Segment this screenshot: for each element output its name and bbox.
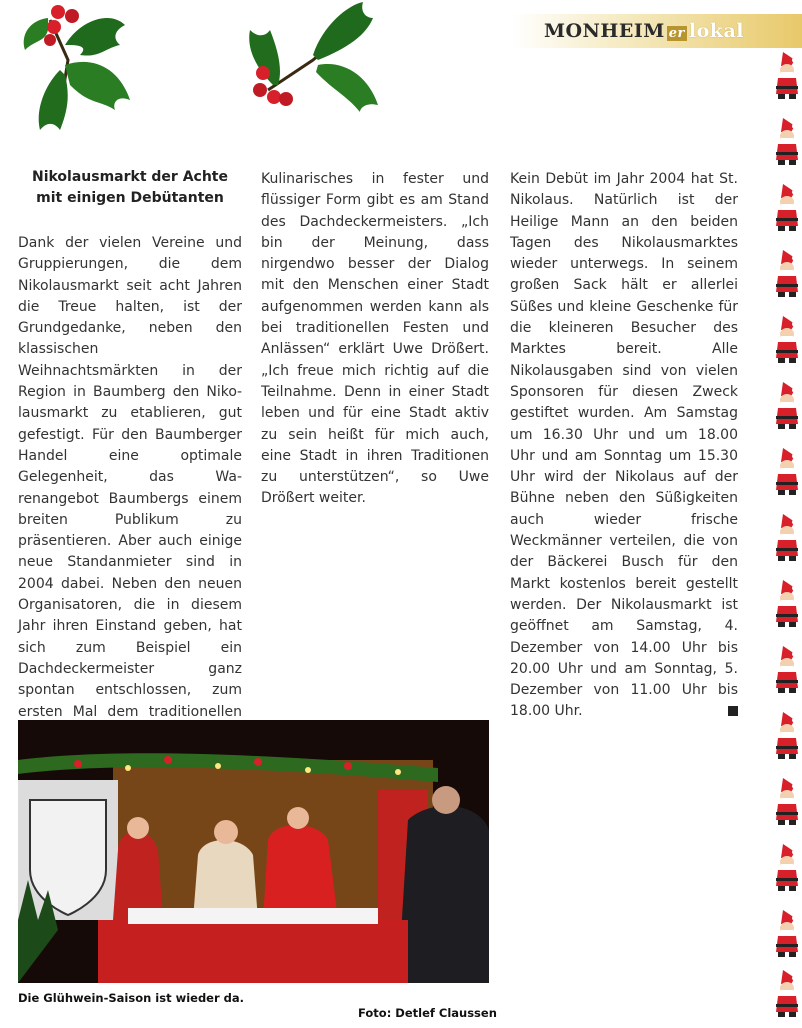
- title-line-1: Nikolausmarkt der Achte: [31, 169, 228, 185]
- magazine-brand: [544, 20, 744, 42]
- paragraph-1: Dank der vielen Vereine und Gruppierungen, die dem Nikolausmarkt seit acht Jahren die Treue halten, ist der Grundgedanke, neben den klassischen Weihnachtsmärkten in der Region in Baumberg den Nikolausmarkt zu etablieren, gut gefestigt. Für den Baumberger Handel eine optimale Gelegenheit, das Warenangebot Baumbergs einem breiten Publikum zu präsentieren. Aber auch einige neue Standanmieter sind in 2004 dabei. Neben den neuen Organisatoren, die in diesem Jahr ihren Einstand geben, hat sich zum Beispiel ein Dachdeckermeister ganz spontan entschlossen, zum ersten Mal dem traditionellen: [18, 235, 242, 720]
- brand-lokal: lokal: [688, 20, 744, 42]
- market-stall-photo: [18, 720, 489, 983]
- article-title: [18, 167, 242, 210]
- photo-caption: Die Glühwein-Saison ist wieder da.: [18, 991, 245, 1005]
- santa-figures-icon: [770, 50, 802, 1024]
- column-1: [18, 233, 242, 744]
- holly-right-icon: [238, 0, 388, 115]
- column-3: [510, 169, 738, 723]
- brand-er: er: [668, 26, 685, 41]
- end-mark-icon: [728, 706, 738, 716]
- holly-left-icon: [20, 0, 135, 140]
- photo-scene-icon: [18, 720, 489, 983]
- ghost-background-text: [125, 38, 138, 68]
- paragraph-3: [510, 169, 738, 723]
- paragraph-3-text: Kein Debüt im Jahr 2004 hat St. Nikolaus. Natürlich ist der Heilige Mann an den beiden Tagen des Nikolausmarktes wieder unterwegs. In seinem großen Sack hält er allerlei Süßes und kleine Geschenke für die kleineren Besucher des Marktes bereit. Alle Nikolausgaben sind von vielen Sponsoren für diesen Zweck gestiftet wurden. Am Samstag um 16.30 Uhr und um 18.00 Uhr und am Sonntag um 15.30 Uhr wird der Nikolaus auf der Bühne neben den Süßigkeiten auch wieder frische Weckmänner verteilen, die von der Bäckerei Busch für den Markt kostenlos bereit gestellt werden. Der Nikolausmarkt ist geöffnet am Samstag, 4. Dezember von 14.00 Uhr bis 20.00 Uhr und am Sonntag, 5. Dezember von 11.00 Uhr bis 18.00 Uhr.: [510, 171, 738, 720]
- santa-border: [770, 50, 802, 1024]
- paragraph-2: Kulinarisches in fester und flüssiger Form gibt es am Stand des Dachdeckermeisters. „Ich bin der Meinung, dass nirgendwo besser der Dialog mit den Menschen einer Stadt aufgenommen werden kann als bei traditionellen Festen und Anlässen“ erklärt Uwe Drößert. „Ich freue mich richtig auf die Teilnahme. Denn in einer Stadt leben und für eine Stadt aktiv zu sein heißt für mich auch, eine Stadt in ihren Traditionen zu unterstützen“, so Uwe Drößert weiter.: [261, 171, 489, 507]
- column-2: [261, 169, 489, 701]
- photo-credit: Foto: Detlef Claussen: [358, 1006, 497, 1020]
- brand-main: MONHEIM: [543, 20, 665, 42]
- title-line-2: mit einigen Debütanten: [36, 190, 224, 207]
